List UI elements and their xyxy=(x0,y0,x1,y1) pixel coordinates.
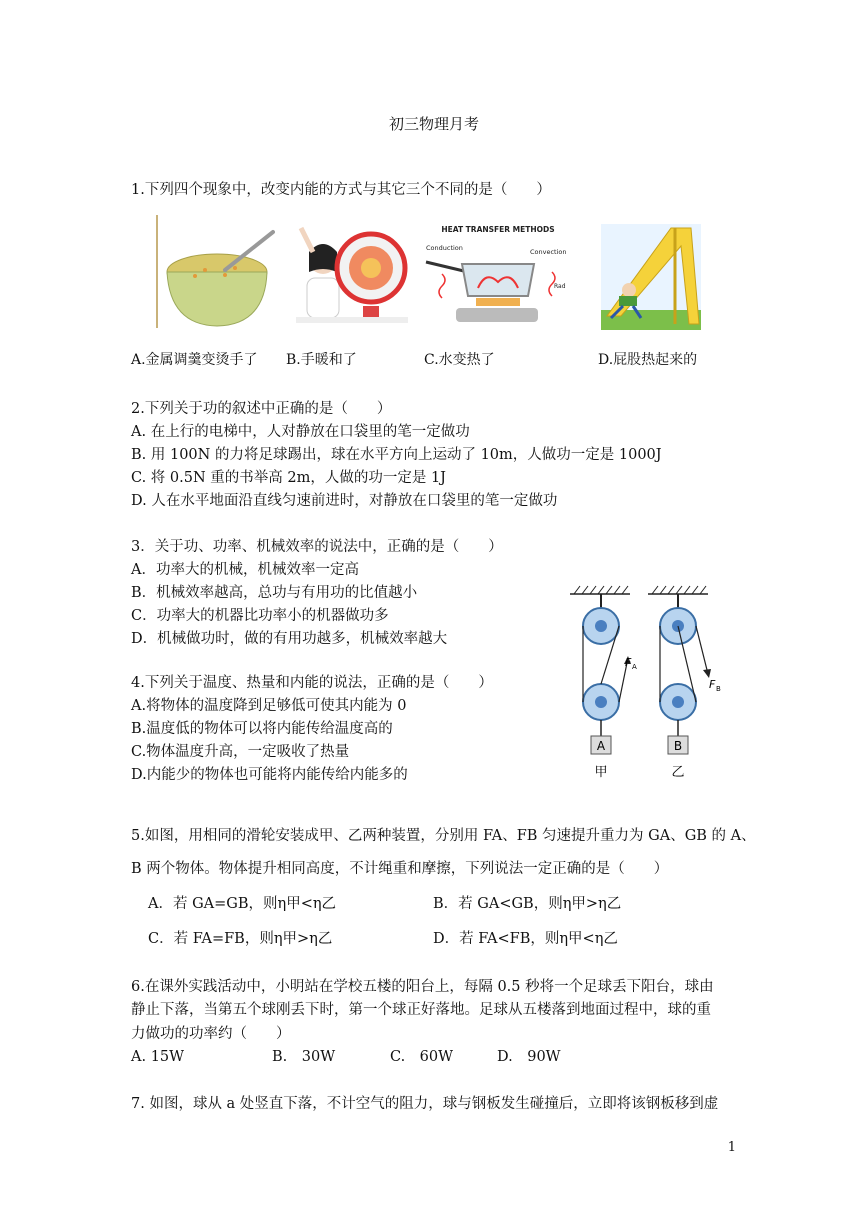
q5-option-a: A．若 GA=GB，则η甲<η乙 xyxy=(148,896,337,912)
block-b-label: B xyxy=(673,739,683,753)
force-b-label: F xyxy=(709,678,716,691)
q5-option-b: B．若 GA<GB，则η甲>η乙 xyxy=(433,896,622,912)
yi-caption: 乙 xyxy=(671,765,685,780)
pulley-diagram xyxy=(566,584,736,784)
q5-option-d: D．若 FA<FB，则η甲<η乙 xyxy=(433,931,618,947)
q3-stem: 3．关于功、功率、机械效率的说法中，正确的是（ ） xyxy=(131,539,503,555)
q2-stem: 2.下列关于功的叙述中正确的是（ ） xyxy=(131,401,392,417)
q6-line3: 力做功的功率约（ ） xyxy=(131,1026,291,1042)
q3-option-b: B．机械效率越高，总功与有用功的比值越小 xyxy=(131,585,418,601)
q1-option-d: D.屁股热起来的 xyxy=(598,352,698,368)
q6-line1: 6.在课外实践活动中，小明站在学校五楼的阳台上，每隔 0.5 秒将一个足球丢下阳台，球由 xyxy=(131,979,714,995)
block-a-label: A xyxy=(596,739,606,753)
q1-option-b: B.手暖和了 xyxy=(286,352,357,368)
q5-line2: B 两个物体。物体提升相同高度，不计绳重和摩擦，下列说法一定正确的是（ ） xyxy=(131,861,669,877)
q6-line2: 静止下落，当第五个球刚丢下时，第一个球正好落地。足球从五楼落到地面过程中，球的重 xyxy=(131,1002,711,1018)
slide-figure xyxy=(601,224,701,330)
page-number: 1 xyxy=(727,1140,736,1155)
q5-line1: 5.如图，用相同的滑轮安装成甲、乙两种装置，分别用 FA、FB 匀速提升重力为 GA、GB 的 A、 xyxy=(131,828,756,844)
force-a-subscript: A xyxy=(632,663,637,671)
q1-option-c: C.水变热了 xyxy=(424,352,495,368)
q6-option-d: D. 90W xyxy=(497,1049,561,1065)
q4-option-c: C.物体温度升高，一定吸收了热量 xyxy=(131,744,350,760)
q4-stem: 4.下列关于温度、热量和内能的说法，正确的是（ ） xyxy=(131,675,493,691)
q2-option-d: D. 人在水平地面沿直线匀速前进时，对静放在口袋里的笔一定做功 xyxy=(131,493,558,509)
rad-label: Rad xyxy=(554,283,566,290)
q2-option-c: C. 将 0.5N 重的书举高 2m，人做的功一定是 1J xyxy=(131,470,446,486)
q6-option-b: B. 30W xyxy=(272,1049,336,1065)
soup-bowl-figure xyxy=(155,210,275,330)
q4-option-b: B.温度低的物体可以将内能传给温度高的 xyxy=(131,721,393,737)
q7-line1: 7. 如图，球从 a 处竖直下落，不计空气的阻力，球与钢板发生碰撞后，立即将该钢板移到虚 xyxy=(131,1096,719,1112)
heater-figure xyxy=(293,222,408,325)
q4-option-d: D.内能少的物体也可能将内能传给内能多的 xyxy=(131,767,408,783)
conduction-label: Conduction xyxy=(426,244,463,252)
page-title: 初三物理月考 xyxy=(388,115,479,133)
force-b-subscript: B xyxy=(716,685,721,693)
jia-caption: 甲 xyxy=(594,765,608,780)
q2-option-a: A. 在上行的电梯中，人对静放在口袋里的笔一定做功 xyxy=(131,424,470,440)
heat-transfer-title: HEAT TRANSFER METHODS xyxy=(441,225,555,234)
convection-label: Convection xyxy=(530,248,567,256)
q2-option-b: B. 用 100N 的力将足球踢出，球在水平方向上运动了 10m，人做功一定是 1000J xyxy=(131,447,662,463)
q6-option-a: A. 15W xyxy=(131,1049,185,1065)
q5-option-c: C．若 FA=FB，则η甲>η乙 xyxy=(148,931,333,947)
q3-option-c: C．功率大的机器比功率小的机器做功多 xyxy=(131,608,389,624)
q3-option-a: A．功率大的机械，机械效率一定高 xyxy=(131,562,359,578)
q1-stem: 1.下列四个现象中，改变内能的方式与其它三个不同的是（ ） xyxy=(131,182,551,198)
q3-option-d: D．机械做功时，做的有用功越多，机械效率越大 xyxy=(131,631,448,647)
q6-option-c: C. 60W xyxy=(390,1049,454,1065)
q1-option-a: A.金属调羹变烫手了 xyxy=(131,352,258,368)
force-a-label: F xyxy=(625,656,632,669)
q4-option-a: A.将物体的温度降到足够低可使其内能为 0 xyxy=(131,698,407,714)
heat-transfer-figure xyxy=(422,222,574,326)
